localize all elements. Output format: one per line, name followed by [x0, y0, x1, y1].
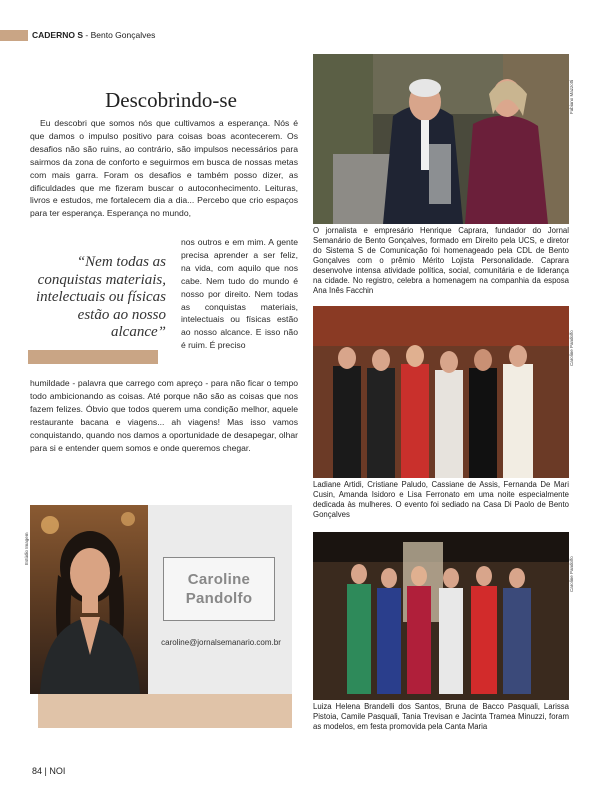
- photo-women-night: [313, 306, 569, 478]
- section-header: [32, 30, 155, 41]
- photo-fashion-show-credit: Caroline Pandolfo: [569, 556, 574, 592]
- columnist-email: caroline@jornalsemanario.com.br: [161, 638, 281, 647]
- footer-separator: |: [44, 766, 47, 776]
- columnist-name-box: [163, 557, 275, 621]
- magazine-name: NOI: [49, 766, 66, 776]
- columnist-first-name: Caroline: [187, 571, 251, 588]
- photo-fashion-show: [313, 532, 569, 700]
- page-footer: [32, 766, 65, 776]
- photo-award: [313, 54, 569, 224]
- photo-women-night-caption: Ladiane Artidi, Cristiane Paludo, Cassiane de Assis, Fernanda De Mari Cusin, Amanda Isidoro e Lisa Ferronato em uma noite especialmente dedicada às mulheres. O evento foi sediado na Casa Di Paolo de Bento Gonçalves: [313, 480, 569, 519]
- pull-quote: “Nem todas as conquistas materiais, intelectuais ou físicas estão ao nosso alcance”: [36, 254, 166, 340]
- photo-women-night-credit: Caroline Pandolfo: [569, 330, 574, 366]
- header-accent-bar: [0, 30, 28, 41]
- page-number: 84: [32, 766, 43, 776]
- columnist-last-name: Pandolfo: [185, 590, 253, 607]
- photo-award-credit: Fabiano Mazzotti: [569, 79, 574, 114]
- header-separator: -: [85, 30, 89, 40]
- photo-award-caption: O jornalista e empresário Henrique Caprara, fundador do Jornal Semanário de Bento Gonçalves, formado em Direito pela UCS, e diretor do Sistema S de Comunicação foi homenageado pela CDL de Bento Gonçalves com o prêmio Mérito Lojista Personalidade. Caprara desenvolve intensa atividade política, social, comunitária e de liderança na cidade. No registro, celebra a homenagem na companhia da esposa Ana Inês Facchin: [313, 226, 569, 295]
- columnist-photo-credit: Estúdio Imagem: [24, 532, 29, 565]
- columnist-accent-bar: [38, 694, 292, 728]
- article-paragraph-top: Eu descobri que somos nós que cultivamos a esperança. Nós é que damos o impulso positivo para coisas boas acontecerem. Os desafios não são ruins, ao contrário, são impulsos necessários para sairmos da zona de conforto e seguirmos em busca de nossas metas com mais garra. Foram os desafios e também posso dizer, as dificuldades que me fizeram buscar o autoconhecimento. Leituras, livros e estudos, me fortalecem dia a dia... Percebo que crio espaços para ter esperança. Esperança no mundo,: [30, 118, 298, 219]
- columnist-photo: [30, 505, 148, 694]
- article-paragraph-bottom: humildade - palavra que carrego com apreço - para não ficar o tempo todo ambicionando as coisas. Até porque não são as coisas que nos fazem felizes. Óbvio que todos querem uma condição melhor, aquele restaurante bacana e viagens... ah viagens! Mas isso vamos conquistando, quando nos damos a oportunidade de desapegar, olhar para si e entender quem somos e onde queremos chegar.: [30, 378, 298, 453]
- article-title: Descobrindo-se: [105, 88, 237, 112]
- quote-accent-bar: [28, 350, 158, 364]
- article-paragraph-right: nos outros e em mim. A gente precisa aprender a ser feliz, na vida, com aquilo que nos cabe. Nem tudo do mundo é nosso por direito. Nem todas as conquistas materiais, intelectuais ou físicas estão ao nosso alcance. E isso não é ruim. É preciso: [181, 237, 298, 351]
- section-name: CADERNO S: [32, 30, 84, 40]
- photo-fashion-show-caption: Luiza Helena Brandelli dos Santos, Bruna de Bacco Pasquali, Larissa Pistoia, Camile Pasquali, Tania Trevisan e Jacinta Tramea Minuzzi, foram as modelos, em festa promovida pela Canta Maria: [313, 702, 569, 731]
- header-columnist: Bento Gonçalves: [90, 30, 156, 40]
